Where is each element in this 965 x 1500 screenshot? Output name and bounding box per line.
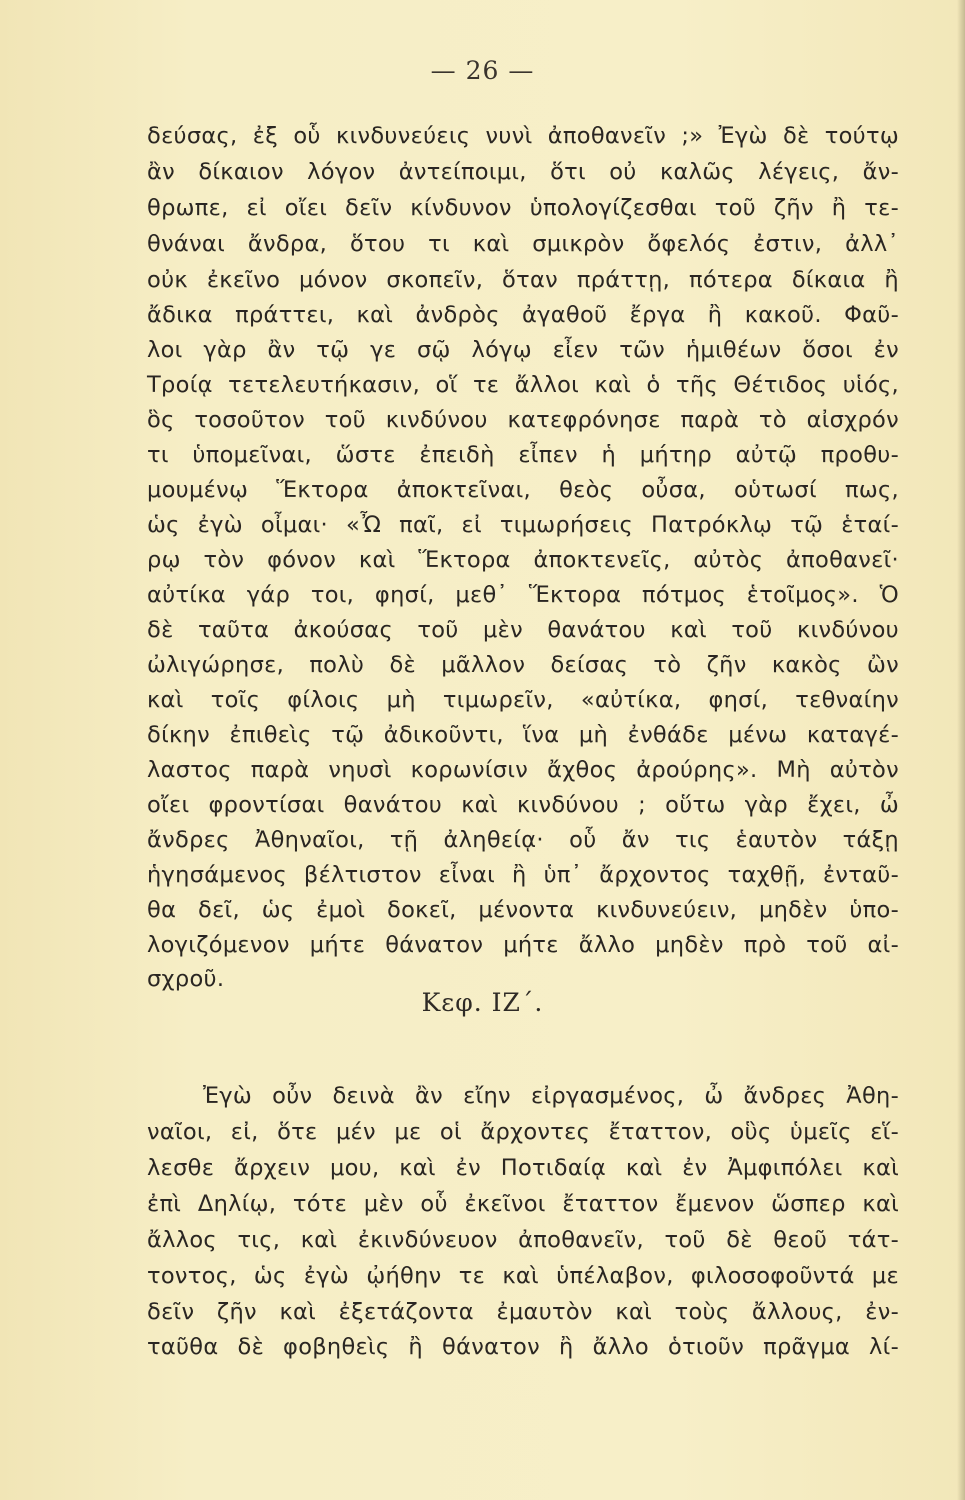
text-line: ἂν δίκαιον λόγον ἀντείποιμι, ὅτι οὐ καλῶς λέγεις, ἄν-	[147, 159, 899, 185]
text-line: αὐτίκα γάρ τοι, φησί, μεθ᾽ Ἕκτορα πότμος ἑτοῖμος». Ὁ	[147, 582, 899, 608]
page-edge-shadow	[957, 0, 965, 1500]
text-line: οὐκ ἐκεῖνο μόνον σκοπεῖν, ὅταν πράττῃ, πότερα δίκαια ἢ	[147, 267, 899, 293]
text-line: δὲ ταῦτα ἀκούσας τοῦ μὲν θανάτου καὶ τοῦ κινδύνου	[147, 617, 899, 643]
text-line: ἄδικα πράττει, καὶ ἀνδρὸς ἀγαθοῦ ἔργα ἢ κακοῦ. Φαῦ-	[147, 302, 899, 328]
text-line: θρωπε, εἰ οἴει δεῖν κίνδυνον ὑπολογίζεσθαι τοῦ ζῆν ἢ τε-	[147, 195, 899, 221]
text-line: ὃς τοσοῦτον τοῦ κινδύνου κατεφρόνησε παρὰ τὸ αἰσχρόν	[147, 407, 899, 433]
page-number: — 26 —	[430, 56, 535, 85]
text-line: οἴει φροντίσαι θανάτου καὶ κινδύνου ; οὕτω γὰρ ἔχει, ὦ	[147, 792, 899, 818]
text-line: Ἐγὼ οὖν δεινὰ ἂν εἴην εἰργασμένος, ὦ ἄνδρες Ἀθη-	[203, 1083, 899, 1109]
text-line: δίκην ἐπιθεὶς τῷ ἀδικοῦντι, ἵνα μὴ ἐνθάδε μένω καταγέ-	[147, 722, 899, 748]
text-line: λαστος παρὰ νηυσὶ κορωνίσιν ἄχθος ἀρούρης». Μὴ αὐτὸν	[147, 757, 899, 783]
text-line: θνάναι ἄνδρα, ὅτου τι καὶ σμικρὸν ὄφελός ἐστιν, ἀλλ᾽	[147, 231, 899, 257]
text-line: μουμένῳ Ἕκτορα ἀποκτεῖναι, θεὸς οὖσα, οὑτωσί πως,	[147, 477, 899, 503]
text-line: καὶ τοῖς φίλοις μὴ τιμωρεῖν, «αὐτίκα, φησί, τεθναίην	[147, 687, 899, 713]
chapter-heading: Κεφ. ΙΖ΄.	[421, 988, 544, 1017]
text-line: σχροῦ.	[147, 966, 225, 992]
text-line: δεῖν ζῆν καὶ ἐξετάζοντα ἐμαυτὸν καὶ τοὺς ἄλλους, ἐν-	[147, 1299, 899, 1325]
text-line: ἄνδρες Ἀθηναῖοι, τῇ ἀληθείᾳ· οὗ ἄν τις ἑαυτὸν τάξῃ	[147, 827, 899, 853]
text-line: ρῳ τὸν φόνον καὶ Ἕκτορα ἀποκτενεῖς, αὐτὸς ἀποθανεῖ·	[147, 547, 899, 573]
text-line: ἐπὶ Δηλίῳ, τότε μὲν οὗ ἐκεῖνοι ἔταττον ἔμενον ὥσπερ καὶ	[147, 1191, 899, 1217]
text-line: τοντος, ὡς ἐγὼ ᾠήθην τε καὶ ὑπέλαβον, φιλοσοφοῦντά με	[147, 1263, 899, 1289]
text-line: θα δεῖ, ὡς ἐμοὶ δοκεῖ, μένοντα κινδυνεύειν, μηδὲν ὑπο-	[147, 897, 899, 923]
text-line: ὡς ἐγὼ οἶμαι· «Ὦ παῖ, εἰ τιμωρήσεις Πατρόκλῳ τῷ ἑταί-	[147, 512, 899, 538]
text-line: ναῖοι, εἰ, ὅτε μέν με οἱ ἄρχοντες ἔταττον, οὓς ὑμεῖς εἵ-	[147, 1119, 899, 1145]
text-line: ὠλιγώρησε, πολὺ δὲ μᾶλλον δείσας τὸ ζῆν κακὸς ὢν	[147, 652, 899, 678]
text-line: λογιζόμενον μήτε θάνατον μήτε ἄλλο μηδὲν πρὸ τοῦ αἰ-	[147, 932, 899, 958]
text-line: Τροίᾳ τετελευτήκασιν, οἵ τε ἄλλοι καὶ ὁ τῆς Θέτιδος υἱός,	[147, 372, 899, 398]
text-line: ἡγησάμενος βέλτιστον εἶναι ἢ ὑπ᾽ ἄρχοντος ταχθῇ, ἐνταῦ-	[147, 862, 899, 888]
text-line: ἄλλος τις, καὶ ἐκινδύνευον ἀποθανεῖν, τοῦ δὲ θεοῦ τάτ-	[147, 1227, 899, 1253]
text-line: λεσθε ἄρχειν μου, καὶ ἐν Ποτιδαίᾳ καὶ ἐν Ἀμφιπόλει καὶ	[147, 1155, 899, 1181]
text-line: ταῦθα δὲ φοβηθεὶς ἢ θάνατον ἢ ἄλλο ὁτιοῦν πρᾶγμα λί-	[147, 1334, 899, 1360]
text-line: δεύσας, ἐξ οὗ κινδυνεύεις νυνὶ ἀποθανεῖν ;» Ἐγὼ δὲ τούτῳ	[147, 123, 899, 149]
text-line: τι ὑπομεῖναι, ὥστε ἐπειδὴ εἶπεν ἡ μήτηρ αὐτῷ προθυ-	[147, 442, 899, 468]
text-line: λοι γὰρ ἂν τῷ γε σῷ λόγῳ εἶεν τῶν ἡμιθέων ὅσοι ἐν	[147, 337, 899, 363]
